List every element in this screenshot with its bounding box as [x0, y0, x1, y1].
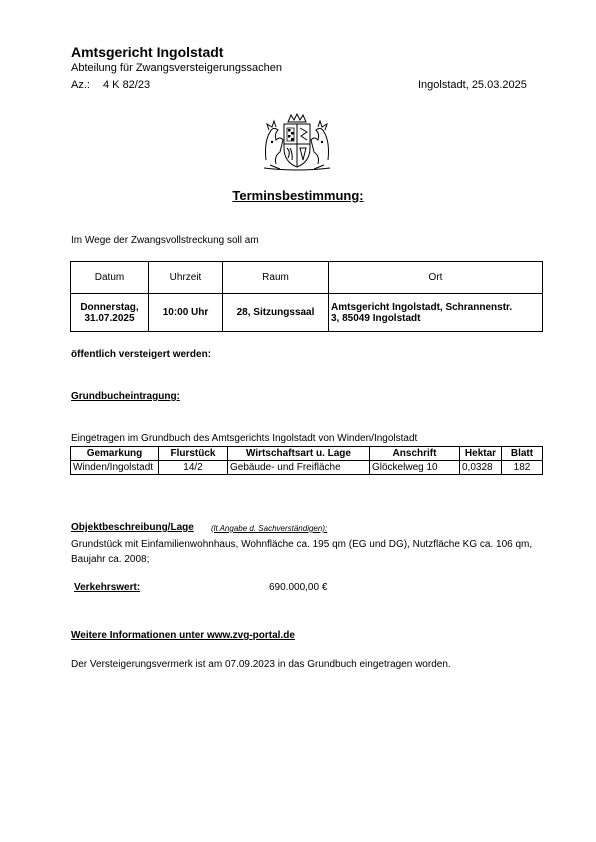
column-flurstueck: Flurstück	[159, 447, 228, 461]
cell-wirtschaftsart: Gebäude- und Freifläche	[228, 461, 370, 475]
grundbuch-heading: Grundbucheintragung:	[71, 391, 180, 402]
appointment-place	[329, 294, 543, 332]
column-hektar: Hektar	[460, 447, 502, 461]
grundbuch-text: Eingetragen im Grundbuch des Amtsgerichts Ingolstadt von Winden/Ingolstadt	[71, 433, 418, 444]
document-title: Terminsbestimmung:	[232, 188, 364, 203]
appointment-date	[71, 294, 149, 332]
column-gemarkung: Gemarkung	[71, 447, 159, 461]
grundbuch-table	[70, 446, 543, 475]
header-place: Ort	[329, 262, 543, 294]
market-value: 690.000,00 €	[269, 582, 328, 593]
intro-text: Im Wege der Zwangsvollstreckung soll am	[71, 235, 259, 246]
place-and-date: Ingolstadt, 25.03.2025	[418, 79, 527, 91]
appointment-date-value: 31.07.2025	[84, 312, 135, 324]
department-name: Abteilung für Zwangsversteigerungssachen	[71, 62, 282, 74]
appointment-header-row	[71, 262, 543, 294]
cell-flurstueck: 14/2	[159, 461, 228, 475]
cell-blatt: 182	[502, 461, 543, 475]
appointment-table	[70, 261, 543, 332]
column-blatt: Blatt	[502, 447, 543, 461]
coat-of-arms-icon	[260, 112, 334, 172]
cell-hektar: 0,0328	[460, 461, 502, 475]
market-value-label: Verkehrswert:	[74, 582, 141, 593]
registration-note: Der Versteigerungsvermerk ist am 07.09.2023 in das Grundbuch eingetragen worden.	[71, 659, 451, 670]
column-anschrift: Anschrift	[370, 447, 460, 461]
object-description: Grundstück mit Einfamilienwohnhaus, Wohnfläche ca. 195 qm (EG und DG), Nutzfläche KG ca. 106 qm, Baujahr ca. 2008;	[71, 539, 533, 565]
appointment-row	[71, 294, 543, 332]
appointment-weekday: Donnerstag,	[80, 301, 139, 313]
appointment-room: 28, Sitzungssaal	[223, 294, 329, 332]
cell-gemarkung: Winden/Ingolstadt	[71, 461, 159, 475]
object-heading: Objektbeschreibung/Lage	[71, 522, 194, 533]
grundbuch-header-row	[71, 447, 543, 461]
file-number: 4 K 82/23	[103, 79, 151, 91]
header-room: Raum	[223, 262, 329, 294]
file-number-label: Az.:	[71, 79, 90, 91]
court-name: Amtsgericht Ingolstadt	[71, 44, 224, 60]
auction-text: öffentlich versteigert werden:	[71, 349, 212, 360]
object-note: (lt Angabe d. Sachverständigen):	[211, 524, 328, 533]
appointment-place-line1: Amtsgericht Ingolstadt, Schrannenstr.	[331, 301, 513, 313]
header-date: Datum	[71, 262, 149, 294]
column-wirtschaftsart: Wirtschaftsart u. Lage	[228, 447, 370, 461]
cell-anschrift: Glöckelweg 10	[370, 461, 460, 475]
header-time: Uhrzeit	[149, 262, 223, 294]
more-info-link[interactable]: Weitere Informationen unter www.zvg-portal.de	[71, 630, 295, 641]
table-row	[71, 461, 543, 475]
appointment-time: 10:00 Uhr	[149, 294, 223, 332]
appointment-place-line2: 3, 85049 Ingolstadt	[331, 312, 421, 324]
